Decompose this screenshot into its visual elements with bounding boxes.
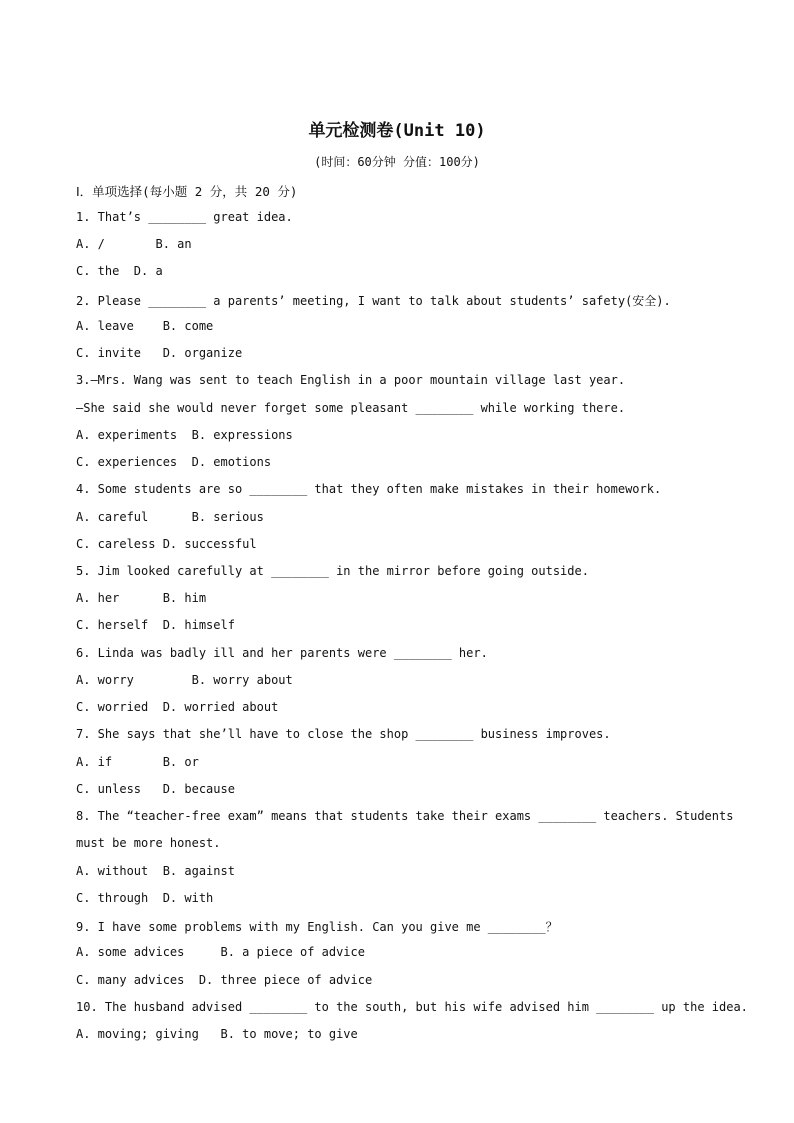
option-line: C. herself D. himself [76,618,235,632]
option-line: C. invite D. organize [76,346,243,360]
question-line: 1. That’s ________ great idea. [76,210,293,224]
option-line: A. careful B. serious [76,510,264,524]
option-line: C. many advices D. three piece of advice [76,973,373,987]
question-line: 10. The husband advised ________ to the south, but his wife advised him ________ up the idea. [76,1000,748,1014]
question-line: 6. Linda was badly ill and her parents were ________ her. [76,646,488,660]
option-line: A. her B. him [76,591,207,605]
question-line: 5. Jim looked carefully at ________ in the mirror before going outside. [76,564,589,578]
question-line: 8. The “teacher-free exam” means that students take their exams ________ teachers. Students [76,809,734,823]
option-line: A. leave B. come [76,319,214,333]
page-title: 单元检测卷(Unit 10) [308,121,486,141]
option-line: C. experiences D. emotions [76,455,272,469]
question-line: 7. She says that she’ll have to close the shop ________ business improves. [76,727,611,741]
question-line: —She said she would never forget some pleasant ________ while working there. [76,401,626,415]
section-heading: Ⅰ．单项选择(每小题 2 分，共 20 分) [76,184,298,199]
question-line: 4. Some students are so ________ that they often make mistakes in their homework. [76,482,662,496]
option-line: C. the D. a [76,264,163,278]
question-line: 3.—Mrs. Wang was sent to teach English in a poor mountain village last year. [76,373,626,387]
exam-info: (时间：60分钟 分值：100分) [314,155,480,169]
option-line: C. careless D. successful [76,537,257,551]
option-line: C. unless D. because [76,782,235,796]
option-line: A. if B. or [76,755,199,769]
option-line: A. / B. an [76,237,192,251]
option-line: C. through D. with [76,891,214,905]
question-line: 9. I have some problems with my English. Can you give me ________？ [76,920,558,934]
question-line: 2. Please ________ a parents’ meeting, I want to talk about students’ safety(安全). [76,294,671,308]
option-line: A. moving; giving B. to move; to give [76,1027,358,1041]
option-line: A. some advices B. a piece of advice [76,945,365,959]
option-line: A. experiments B. expressions [76,428,293,442]
option-line: C. worried D. worried about [76,700,279,714]
option-line: A. worry B. worry about [76,673,293,687]
option-line: A. without B. against [76,864,235,878]
question-line: must be more honest. [76,836,221,850]
